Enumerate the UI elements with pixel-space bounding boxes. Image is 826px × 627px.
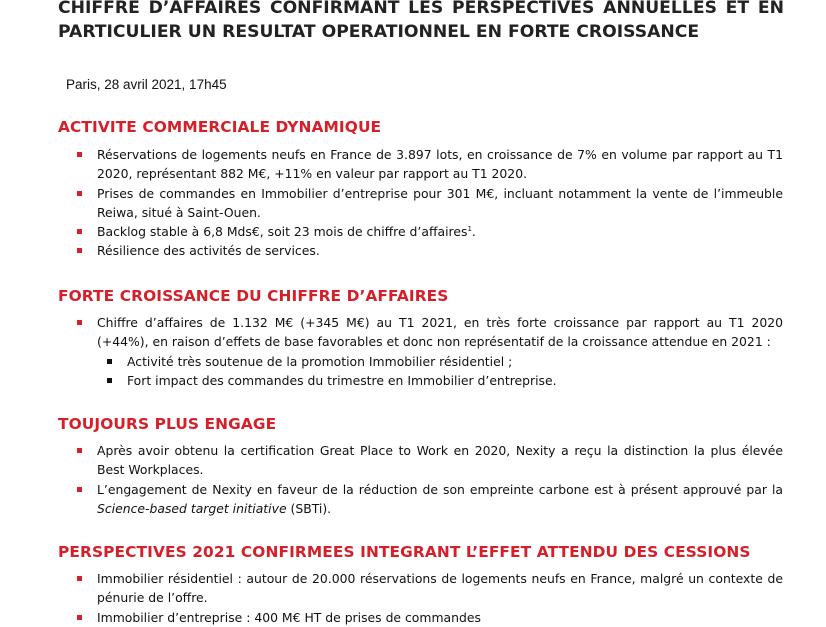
section-list-perspectives (77, 569, 783, 627)
dateline: Paris, 28 avril 2021, 17h45 (66, 77, 227, 92)
list-item: Immobilier résidentiel : autour de 20.000 réservations de logements neufs en France, malgré un contexte de pénurie de l’offre. (77, 569, 783, 608)
sub-list-item: Activité très soutenue de la promotion Immobilier résidentiel ; (107, 352, 783, 371)
list-item (77, 313, 783, 390)
section-list-engage (77, 441, 783, 518)
document-title-line-2: PARTICULIER UN RESULTAT OPERATIONNEL EN FORTE CROISSANCE (58, 22, 700, 42)
section-heading-activite: ACTIVITE COMMERCIALE DYNAMIQUE (58, 118, 382, 136)
section-heading-croissance: FORTE CROISSANCE DU CHIFFRE D’AFFAIRES (58, 287, 449, 305)
list-item-text: Chiffre d’affaires de 1.132 M€ (+345 M€) au T1 2021, en très forte croissance par rapport au T1 2020 (+44%), en raison d’effets de base favorables et donc non représentatif de la croissance attendue en 2021 : (97, 315, 783, 350)
list-item: Résilience des activités de services. (77, 241, 783, 260)
list-item (77, 480, 783, 519)
section-list-croissance (77, 313, 783, 390)
list-item-tail: (SBTi). (286, 500, 332, 516)
list-item: Prises de commandes en Immobilier d’entreprise pour 301 M€, incluant notamment la vente de l’immeuble Reiwa, situé à Saint-Ouen. (77, 184, 783, 223)
sub-list-item: Fort impact des commandes du trimestre en Immobilier d’entreprise. (107, 371, 783, 390)
section-heading-engage: TOUJOURS PLUS ENGAGE (58, 415, 277, 433)
section-list-activite (77, 145, 783, 261)
list-item-tail: . (471, 224, 476, 240)
footnote-mark[interactable]: 1 (467, 225, 472, 234)
list-item-text: L’engagement de Nexity en faveur de la réduction de son empreinte carbone est à présent approuvé par la (97, 481, 783, 497)
section-heading-perspectives: PERSPECTIVES 2021 CONFIRMEES INTEGRANT L’EFFET ATTENDU DES CESSIONS (58, 543, 751, 561)
list-item (77, 222, 783, 241)
list-item-text: Backlog stable à 6,8 Mds€, soit 23 mois de chiffre d’affaires (97, 224, 468, 240)
list-item: Immobilier d’entreprise : 400 M€ HT de prises de commandes (77, 608, 783, 627)
sub-list (107, 352, 783, 391)
document-title-line-1: CHIFFRE D’AFFAIRES CONFIRMANT LES PERSPECTIVES ANNUELLES ET EN (58, 0, 784, 18)
list-item: Réservations de logements neufs en France de 3.897 lots, en croissance de 7% en volume par rapport au T1 2020, représentant 882 M€, +11% en valeur par rapport au T1 2020. (77, 145, 783, 184)
list-item: Après avoir obtenu la certification Great Place to Work en 2020, Nexity a reçu la distinction la plus élevée Best Workplaces. (77, 441, 783, 480)
italic-text: Science-based target initiative (97, 500, 287, 516)
